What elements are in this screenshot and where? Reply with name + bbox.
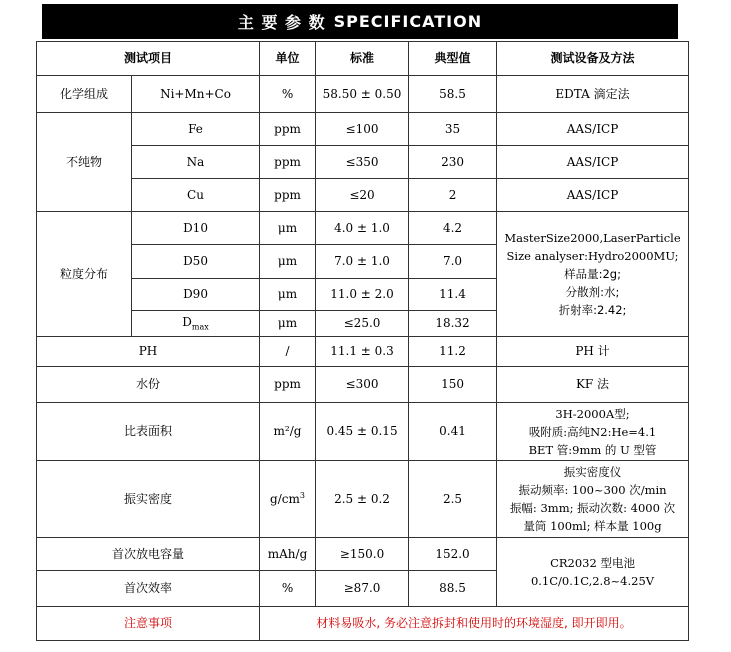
table-row xyxy=(37,538,689,571)
unit-cell: % xyxy=(260,571,316,607)
unit-cell: mAh/g xyxy=(260,538,316,571)
unit-sup: 3 xyxy=(299,491,305,500)
typical-cell: 35 xyxy=(409,113,497,146)
standard-cell: 58.50 ± 0.50 xyxy=(316,76,409,113)
method-line: 振幅: 3mm; 振动次数: 4000 次 xyxy=(509,501,676,515)
note-label: 注意事项 xyxy=(37,607,260,641)
method-line: 折射率:2.42; xyxy=(558,303,627,317)
unit-cell: μm xyxy=(260,245,316,279)
method-line: BET 管:9mm 的 U 型管 xyxy=(528,442,657,457)
table-row xyxy=(37,403,689,461)
method-line: 分散剂:水; xyxy=(565,285,620,299)
typical-cell: 150 xyxy=(409,367,497,403)
dmax-main: D xyxy=(182,314,192,329)
method-line: 振动频率: 100~300 次/min xyxy=(518,483,667,497)
item-name xyxy=(132,311,260,337)
typical-cell: 152.0 xyxy=(409,538,497,571)
typical-cell: 88.5 xyxy=(409,571,497,607)
method-cell: AAS/ICP xyxy=(497,113,689,146)
typical-cell: 2 xyxy=(409,179,497,212)
method-line: 量筒 100ml; 样本量 100g xyxy=(523,519,662,533)
unit-cell: m²/g xyxy=(260,403,316,461)
note-text: 材料易吸水, 务必注意拆封和使用时的环境湿度, 即开即用。 xyxy=(260,607,689,641)
unit-cell xyxy=(260,461,316,538)
typical-cell: 18.32 xyxy=(409,311,497,337)
typical-cell: 4.2 xyxy=(409,212,497,245)
method-cell xyxy=(497,212,689,337)
spec-title-bar xyxy=(42,4,678,39)
typical-cell: 2.5 xyxy=(409,461,497,538)
item-name: PH xyxy=(37,337,260,367)
method-cell: PH 计 xyxy=(497,337,689,367)
typical-cell: 11.4 xyxy=(409,279,497,311)
standard-cell: 2.5 ± 0.2 xyxy=(316,461,409,538)
standard-cell: ≤300 xyxy=(316,367,409,403)
method-cell: AAS/ICP xyxy=(497,146,689,179)
method-cell: KF 法 xyxy=(497,367,689,403)
unit-cell: ppm xyxy=(260,146,316,179)
item-name: 首次放电容量 xyxy=(37,538,260,571)
standard-cell: ≤25.0 xyxy=(316,311,409,337)
typical-cell: 7.0 xyxy=(409,245,497,279)
spec-table xyxy=(36,41,689,641)
table-row xyxy=(37,146,689,179)
table-row xyxy=(37,179,689,212)
dmax-sub: max xyxy=(191,322,209,332)
method-line: 0.1C/0.1C,2.8~4.25V xyxy=(530,574,655,588)
item-name: Cu xyxy=(132,179,260,212)
standard-cell: ≤350 xyxy=(316,146,409,179)
standard-cell: 0.45 ± 0.15 xyxy=(316,403,409,461)
item-name: D10 xyxy=(132,212,260,245)
method-line: Size analyser:Hydro2000MU; xyxy=(506,249,679,263)
typical-cell: 11.2 xyxy=(409,337,497,367)
title-en: SPECIFICATION xyxy=(333,12,483,31)
standard-cell: ≥87.0 xyxy=(316,571,409,607)
method-cell: EDTA 滴定法 xyxy=(497,76,689,113)
method-line: 样品量:2g; xyxy=(564,267,621,281)
header-unit: 单位 xyxy=(260,42,316,76)
typical-cell: 0.41 xyxy=(409,403,497,461)
method-cell: AAS/ICP xyxy=(497,179,689,212)
item-name: 首次效率 xyxy=(37,571,260,607)
title-cn: 主 要 参 数 xyxy=(237,13,326,32)
table-row xyxy=(37,76,689,113)
unit-cell: / xyxy=(260,337,316,367)
standard-cell: 11.0 ± 2.0 xyxy=(316,279,409,311)
typical-cell: 230 xyxy=(409,146,497,179)
method-line: 振实密度仪 xyxy=(563,465,622,479)
unit-cell: ppm xyxy=(260,113,316,146)
item-name: 振实密度 xyxy=(37,461,260,538)
header-row xyxy=(37,42,689,76)
method-cell xyxy=(497,538,689,607)
method-line: 吸附质:高纯N2:He=4.1 xyxy=(528,424,657,439)
item-name: 水份 xyxy=(37,367,260,403)
method-line: MasterSize2000,LaserParticle xyxy=(504,231,681,245)
item-name: Fe xyxy=(132,113,260,146)
table-row xyxy=(37,337,689,367)
header-typical: 典型值 xyxy=(409,42,497,76)
item-name: 比表面积 xyxy=(37,403,260,461)
table-row xyxy=(37,212,689,245)
spec-table-wrapper xyxy=(36,41,688,641)
note-row xyxy=(37,607,689,641)
standard-cell: 4.0 ± 1.0 xyxy=(316,212,409,245)
table-row xyxy=(37,367,689,403)
item-name: Ni+Mn+Co xyxy=(132,76,260,113)
unit-cell: ppm xyxy=(260,367,316,403)
standard-cell: ≤20 xyxy=(316,179,409,212)
standard-cell: 7.0 ± 1.0 xyxy=(316,245,409,279)
unit-cell: μm xyxy=(260,279,316,311)
method-line: CR2032 型电池 xyxy=(550,556,635,570)
group-label: 不纯物 xyxy=(37,113,132,212)
standard-cell: ≥150.0 xyxy=(316,538,409,571)
standard-cell: ≤100 xyxy=(316,113,409,146)
method-line: 3H-2000A型; xyxy=(555,406,630,421)
unit-cell: ppm xyxy=(260,179,316,212)
unit-cell: % xyxy=(260,76,316,113)
item-name: D90 xyxy=(132,279,260,311)
table-row xyxy=(37,113,689,146)
unit-cell: μm xyxy=(260,212,316,245)
method-cell xyxy=(497,461,689,538)
method-cell xyxy=(497,403,689,461)
item-name: D50 xyxy=(132,245,260,279)
standard-cell: 11.1 ± 0.3 xyxy=(316,337,409,367)
group-label: 粒度分布 xyxy=(37,212,132,337)
header-standard: 标准 xyxy=(316,42,409,76)
group-label: 化学组成 xyxy=(37,76,132,113)
unit-main: g/cm xyxy=(270,492,300,506)
item-name: Na xyxy=(132,146,260,179)
table-row xyxy=(37,461,689,538)
unit-cell: μm xyxy=(260,311,316,337)
header-method: 测试设备及方法 xyxy=(497,42,689,76)
typical-cell: 58.5 xyxy=(409,76,497,113)
header-item: 测试项目 xyxy=(37,42,260,76)
